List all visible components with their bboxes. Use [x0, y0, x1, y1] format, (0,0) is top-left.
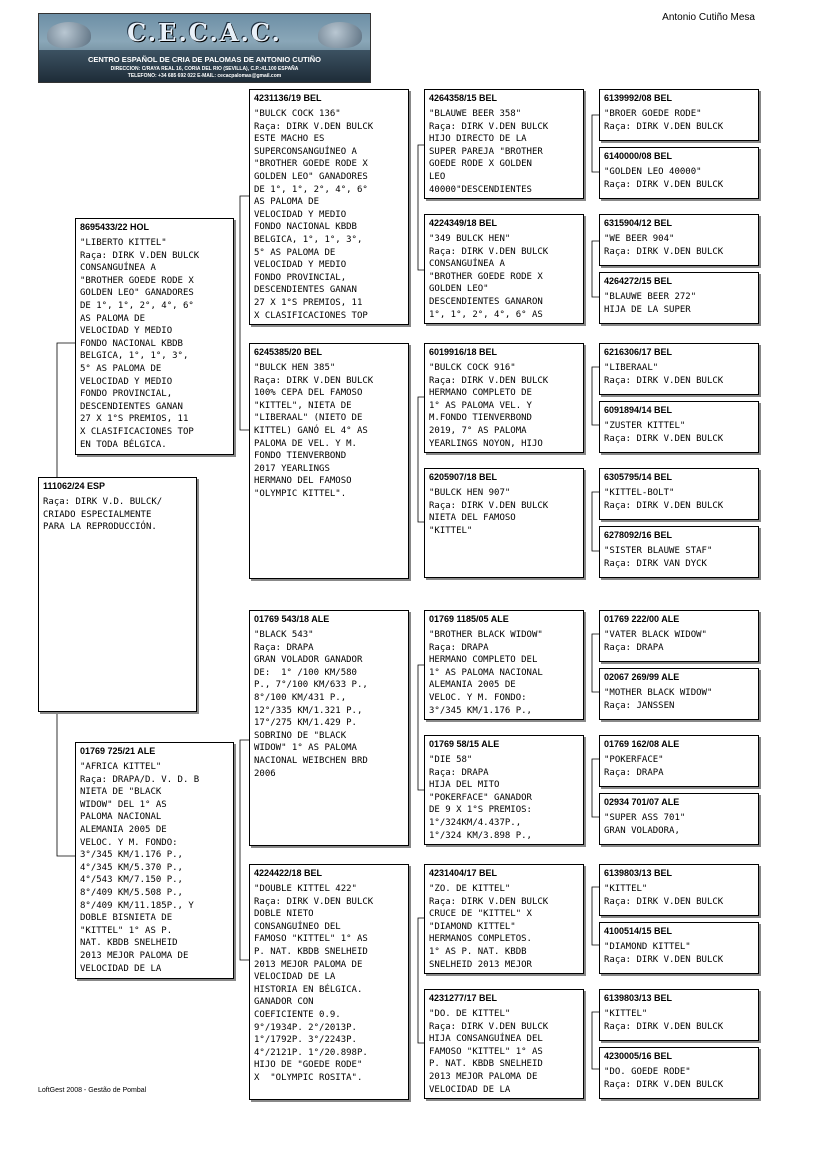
ring-number: 6305795/14 BEL: [604, 472, 673, 482]
ring-number: 4224349/18 BEL: [429, 218, 498, 228]
ring-number: 6139992/08 BEL: [604, 93, 673, 103]
pigeon-description: "BLAUWE BEER 272" HIJA DE LA SUPER: [604, 292, 697, 315]
ring-number: 01769 543/18 ALE: [254, 614, 330, 624]
ring-number: 4264272/15 BEL: [604, 276, 673, 286]
ring-number: 6245385/20 BEL: [254, 347, 323, 357]
pedigree-box-gen5[interactable]: [599, 89, 759, 141]
pigeon-description: Raça: DIRK V.D. BULCK/ CRIADO ESPECIALMENTE PARA LA REPRODUCCIÓN.: [43, 497, 163, 533]
pedigree-box-sire[interactable]: [75, 218, 234, 455]
pedigree-box-gen5[interactable]: [599, 401, 759, 453]
pigeon-description: "BULCK COCK 916" Raça: DIRK V.DEN BULCK HERMANO COMPLETO DE 1° AS PALOMA VEL. Y M.FONDO TIENVERBOND 2019, 7° AS PALOMA YEARLINGS NOYON, HIJO: [429, 363, 549, 449]
pedigree-box-gen5[interactable]: [599, 468, 759, 520]
ring-number: 6140000/08 BEL: [604, 151, 673, 161]
pigeon-description: "KITTEL" Raça: DIRK V.DEN BULCK: [604, 1009, 724, 1032]
ring-number: 6278092/16 BEL: [604, 530, 673, 540]
pigeon-description: "KITTEL-BOLT" Raça: DIRK V.DEN BULCK: [604, 488, 724, 511]
pedigree-box-gen5[interactable]: [599, 272, 759, 324]
logo-address: DIRECCION: C/RAYA REAL 16, CORIA DEL RIO (SEVILLA), C.P.:41.100 ESPAÑA: [110, 66, 299, 72]
pedigree-box-sire-dam[interactable]: [249, 343, 409, 579]
pedigree-box-sire-sire[interactable]: [249, 89, 409, 325]
pedigree-box-gen4[interactable]: [424, 89, 584, 199]
ring-number: 4231404/17 BEL: [429, 868, 498, 878]
pigeon-description: "LIBERTO KITTEL" Raça: DIRK V.DEN BULCK CONSANGUÍNEA A "BROTHER GOEDE RODE X GOLDEN LEO" GANADORES DE 1°, 1°, 2°, 4°, 6° AS PALOMA DE VELOCIDAD Y MEDIO FONDO NACIONAL KBDB BELGICA, 1°, 1°, 3°, 5° AS PALOMA DE VELOCIDAD Y MEDIO FONDO PROVINCIAL, DESCENDIENTES GANAN 27 X 1°S PREMIOS, 11 X CLASIFICACIONES TOP EN TODA BÉLGICA.: [80, 238, 200, 450]
pedigree-box-dam-sire[interactable]: [249, 610, 409, 846]
ring-number: 6315904/12 BEL: [604, 218, 673, 228]
ring-number: 4231136/19 BEL: [254, 93, 322, 103]
logo-subtitle: CENTRO ESPAÑOL DE CRIA DE PALOMAS DE ANTONIO CUTIÑO: [87, 55, 322, 64]
pigeon-description: "BROTHER BLACK WIDOW" Raça: DRAPA HERMANO COMPLETO DEL 1° AS PALOMA NACIONAL ALEMANIA 2005 DE VELOC. Y M. FONDO: 3°/345 KM/1.176 P.,: [429, 630, 543, 716]
ring-number: 4224422/18 BEL: [254, 868, 323, 878]
ring-number: 02067 269/99 ALE: [604, 672, 680, 682]
ring-number: 6139803/13 BEL: [604, 868, 673, 878]
pedigree-box-gen4[interactable]: [424, 989, 584, 1099]
pedigree-box-gen4[interactable]: [424, 610, 584, 720]
pedigree-box-gen4[interactable]: [424, 343, 584, 453]
pigeon-description: "MOTHER BLACK WIDOW" Raça: JANSSEN: [604, 688, 713, 711]
pigeon-description: "WE BEER 904" Raça: DIRK V.DEN BULCK: [604, 234, 724, 257]
pigeon-description: "BLACK 543" Raça: DRAPA GRAN VOLADOR GANADOR DE: 1° /100 KM/580 P., 7°/100 KM/633 P., 8°/100 KM/431 P., 12°/335 KM/1.321 P., 17°/275 KM/1.429 P. SOBRINO DE "BLACK WIDOW" 1° AS PALOMA NACIONAL WEIBCHEN BRD 2006: [254, 630, 368, 779]
ring-number: 8695433/22 HOL: [80, 222, 150, 232]
pigeon-description: "KITTEL" Raça: DIRK V.DEN BULCK: [604, 884, 724, 907]
logo-contact: TELEFONO: +34 685 692 022 E-MAIL: cecacpalomas@gmail.com: [127, 73, 282, 79]
pedigree-box-gen4[interactable]: [424, 735, 584, 845]
ring-number: 01769 162/08 ALE: [604, 739, 680, 749]
pigeon-description: "BULCK HEN 385" Raça: DIRK V.DEN BULCK 100% CEPA DEL FAMOSO "KITTEL", NIETA DE "LIBERAAL" (NIETO DE KITTEL) GANÓ EL 4° AS PALOMA DE VEL. Y M. FONDO TIENVERBOND 2017 YEARLINGS HERMANO DEL FAMOSO "OLYMPIC KITTEL".: [254, 363, 374, 499]
pigeon-description: "DO. DE KITTEL" Raça: DIRK V.DEN BULCK HIJA CONSANGUÍNEA DEL FAMOSO "KITTEL" 1° AS P. NAT. KBDB SNELHEID 2013 MEJOR PALOMA DE VELOCIDAD DE LA: [429, 1009, 549, 1095]
pedigree-box-gen5[interactable]: [599, 793, 759, 845]
ring-number: 4231277/17 BEL: [429, 993, 498, 1003]
ring-number: 6019916/18 BEL: [429, 347, 498, 357]
ring-number: 6091894/14 BEL: [604, 405, 673, 415]
ring-number: 6205907/18 BEL: [429, 472, 498, 482]
pigeon-description: "DIE 58" Raça: DRAPA HIJA DEL MITO "POKERFACE" GANADOR DE 9 X 1°S PREMIOS: 1°/324KM/4.437P., 1°/324 KM/3.898 P.,: [429, 755, 532, 841]
software-footer: LoftGest 2008 - Gestão de Pombal: [38, 1087, 147, 1094]
ring-number: 4264358/15 BEL: [429, 93, 498, 103]
pigeon-description: "ZO. DE KITTEL" Raça: DIRK V.DEN BULCK CRUCE DE "KITTEL" X "DIAMOND KITTEL" HERMANOS COMPLETOS. 1° AS P. NAT. KBDB SNELHEID 2013 MEJOR: [429, 884, 549, 970]
ring-number: 4230005/16 BEL: [604, 1051, 673, 1061]
pedigree-box-gen5[interactable]: [599, 1047, 759, 1099]
pedigree-box-gen5[interactable]: [599, 864, 759, 916]
pigeon-description: "AFRICA KITTEL" Raça: DRAPA/D. V. D. B NIETA DE "BLACK WIDOW" DEL 1° AS PALOMA NACIONAL ALEMANIA 2005 DE VELOC. Y M. FONDO: 3°/345 KM/1.176 P., 4°/345 KM/5.370 P., 4°/543 KM/7.150 P., 8°/409 KM/5.508 P., 8°/409 KM/11.185P., Y DOBLE BISNIETA DE "KITTEL" 1° AS P. NAT. KBDB SNELHEID 2013 MEJOR PALOMA DE VELOCIDAD DE LA: [80, 762, 200, 974]
pedigree-box-gen5[interactable]: [599, 526, 759, 578]
pigeon-description: "BLAUWE BEER 358" Raça: DIRK V.DEN BULCK HIJO DIRECTO DE LA SUPER PAREJA "BROTHER GOEDE RODE X GOLDEN LEO 40000"DESCENDIENTES: [429, 109, 549, 195]
pedigree-box-gen5[interactable]: [599, 610, 759, 662]
pigeon-description: "BULCK HEN 907" Raça: DIRK V.DEN BULCK NIETA DEL FAMOSO "KITTEL": [429, 488, 549, 536]
pigeon-description: "SISTER BLAUWE STAF" Raça: DIRK VAN DYCK: [604, 546, 713, 569]
pedigree-box-gen5[interactable]: [599, 735, 759, 787]
ring-number: 02934 701/07 ALE: [604, 797, 680, 807]
ring-number: 4100514/15 BEL: [604, 926, 673, 936]
pedigree-box-gen5[interactable]: [599, 147, 759, 199]
ring-number: 01769 725/21 ALE: [80, 746, 156, 756]
pedigree-box-gen5[interactable]: [599, 989, 759, 1041]
pigeon-description: "SUPER ASS 701" GRAN VOLADORA,: [604, 813, 686, 836]
pedigree-box-subject[interactable]: [38, 477, 197, 712]
pedigree-box-dam-dam[interactable]: [249, 864, 409, 1100]
ring-number: 6216306/17 BEL: [604, 347, 673, 357]
pigeon-description: "LIBERAAL" Raça: DIRK V.DEN BULCK: [604, 363, 724, 386]
ring-number: 111062/24 ESP: [43, 481, 106, 491]
pigeon-description: "ZUSTER KITTEL" Raça: DIRK V.DEN BULCK: [604, 421, 724, 444]
pigeon-description: "BULCK COCK 136" Raça: DIRK V.DEN BULCK ESTE MACHO ES SUPERCONSANGUÍNEO A "BROTHER GOEDE RODE X GOLDEN LEO" GANADORES DE 1°, 1°, 2°, 4°, 6° AS PALOMA DE VELOCIDAD Y MEDIO FONDO NACIONAL KBDB BELGICA, 1°, 1°, 3°, 5° AS PALOMA DE VELOCIDAD Y MEDIO FONDO PROVINCIAL, DESCENDIENTES GANAN 27 X 1°S PREMIOS, 11 X CLASIFICACIONES TOP: [254, 109, 374, 321]
pigeon-description: "DOUBLE KITTEL 422" Raça: DIRK V.DEN BULCK DOBLE NIETO CONSANGUÍNEO DEL FAMOSO "KITTEL" 1° AS P. NAT. KBDB SNELHEID 2013 MEJOR PALOMA DE VELOCIDAD DE LA HISTORIA EN BÉLGICA. GANADOR CON COEFICIENTE 0.9. 9°/1934P. 2°/2013P. 1°/1792P. 3°/2243P. 4°/2121P. 1°/20.898P. HIJO DE "GOEDE RODE" X "OLYMPIC ROSITA".: [254, 884, 374, 1083]
pedigree-box-dam[interactable]: [75, 742, 234, 979]
pedigree-box-gen5[interactable]: [599, 668, 759, 720]
pigeon-description: "BROER GOEDE RODE" Raça: DIRK V.DEN BULCK: [604, 109, 724, 132]
pedigree-box-gen4[interactable]: [424, 468, 584, 578]
pigeon-description: "DIAMOND KITTEL" Raça: DIRK V.DEN BULCK: [604, 942, 724, 965]
ring-number: 6139803/13 BEL: [604, 993, 673, 1003]
ring-number: 01769 58/15 ALE: [429, 739, 500, 749]
pigeon-description: "VATER BLACK WIDOW" Raça: DRAPA: [604, 630, 707, 653]
owner-name: Antonio Cutiño Mesa: [662, 12, 755, 23]
logo-brand: C.E.C.A.C.: [127, 18, 282, 47]
pedigree-box-gen4[interactable]: [424, 214, 584, 324]
pedigree-box-gen5[interactable]: [599, 343, 759, 395]
pedigree-box-gen5[interactable]: [599, 922, 759, 974]
ring-number: 01769 1185/05 ALE: [429, 614, 509, 624]
ring-number: 01769 222/00 ALE: [604, 614, 680, 624]
pedigree-box-gen4[interactable]: [424, 864, 584, 974]
pedigree-box-gen5[interactable]: [599, 214, 759, 266]
pigeon-description: "GOLDEN LEO 40000" Raça: DIRK V.DEN BULCK: [604, 167, 724, 190]
pigeon-description: "349 BULCK HEN" Raça: DIRK V.DEN BULCK CONSANGUÍNEA A "BROTHER GOEDE RODE X GOLDEN LEO" DESCENDIENTES GANARON 1°, 1°, 2°, 4°, 6° AS: [429, 234, 549, 320]
pigeon-description: "DO. GOEDE RODE" Raça: DIRK V.DEN BULCK: [604, 1067, 724, 1090]
pigeon-description: "POKERFACE" Raça: DRAPA: [604, 755, 664, 778]
